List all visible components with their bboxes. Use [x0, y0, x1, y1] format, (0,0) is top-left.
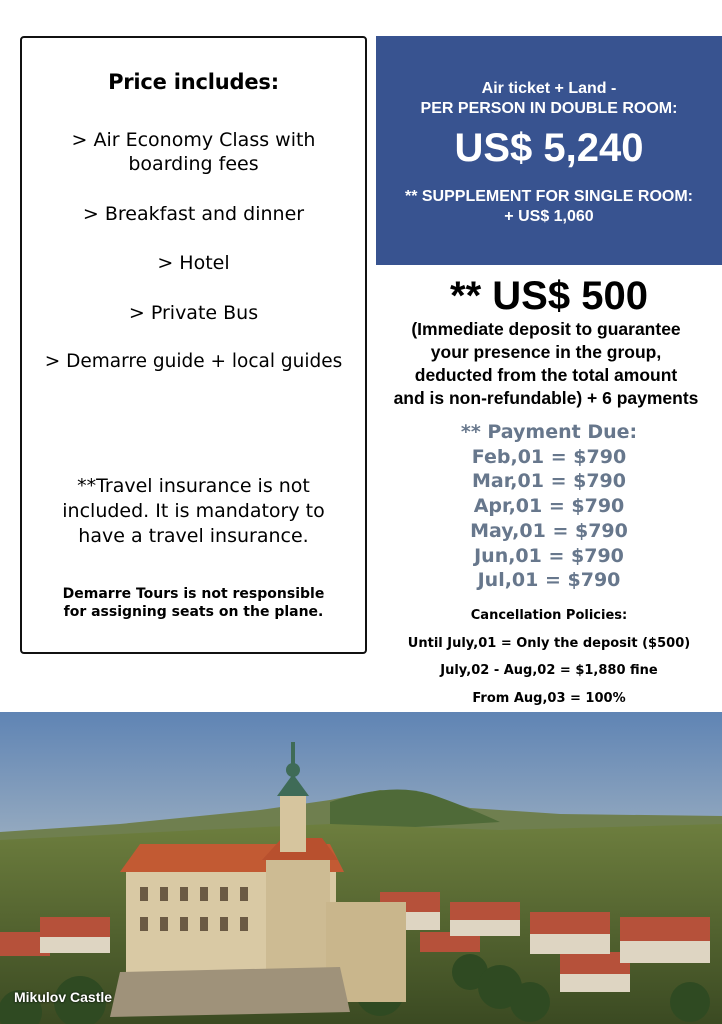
payment-title: ** Payment Due:: [460, 421, 638, 443]
payment-item: Mar,01 = $790: [472, 470, 626, 493]
insurance-note: **Travel insurance is not included. It is mandatory to have a travel insurance.: [62, 475, 325, 547]
price-label-line1: Air ticket + Land -: [481, 80, 617, 97]
payment-item: Apr,01 = $790: [473, 495, 625, 518]
payment-item: Jun,01 = $790: [474, 544, 624, 567]
payment-schedule: [376, 420, 722, 593]
include-item-air: > Air Economy Class with boarding fees: [71, 129, 316, 175]
cancellation-item: July,02 - Aug,02 = $1,880 fine: [440, 663, 658, 678]
supplement-line1: ** SUPPLEMENT FOR SINGLE ROOM:: [404, 188, 693, 205]
cancellation-item: Until July,01 = Only the deposit ($500): [407, 636, 691, 651]
cancellation-title: Cancellation Policies:: [470, 608, 628, 623]
include-item-meals: > Breakfast and dinner: [82, 203, 305, 225]
price-includes-box: [20, 36, 367, 654]
include-item-hotel: > Hotel: [157, 252, 230, 274]
cancellation-item: From Aug,03 = 100%: [472, 691, 626, 706]
price-amount: US$ 5,240: [454, 126, 644, 170]
payment-item: Jul,01 = $790: [477, 569, 621, 592]
deposit-desc-line: deducted from the total amount: [414, 365, 678, 385]
payment-item: May,01 = $790: [470, 519, 628, 542]
supplement-line2: + US$ 1,060: [504, 208, 594, 225]
payment-item: Feb,01 = $790: [471, 445, 627, 468]
deposit-desc-line: and is non-refundable) + 6 payments: [393, 388, 699, 408]
deposit-desc-line: (Immediate deposit to guarantee: [411, 319, 681, 339]
price-box: [376, 36, 722, 265]
price-label-line2: PER PERSON IN DOUBLE ROOM:: [420, 100, 678, 117]
castle-photo: [0, 712, 722, 1024]
deposit-desc-line: your presence in the group,: [430, 342, 662, 362]
deposit-description: [370, 318, 722, 410]
deposit-amount: ** US$ 500: [450, 274, 648, 318]
photo-caption: Mikulov Castle: [14, 989, 113, 1005]
includes-title: Price includes:: [108, 70, 279, 94]
seat-disclaimer: Demarre Tours is not responsible for assigning seats on the plane.: [62, 586, 325, 620]
include-item-bus: > Private Bus: [128, 302, 259, 324]
include-item-guides: > Demarre guide + local guides: [44, 351, 343, 372]
